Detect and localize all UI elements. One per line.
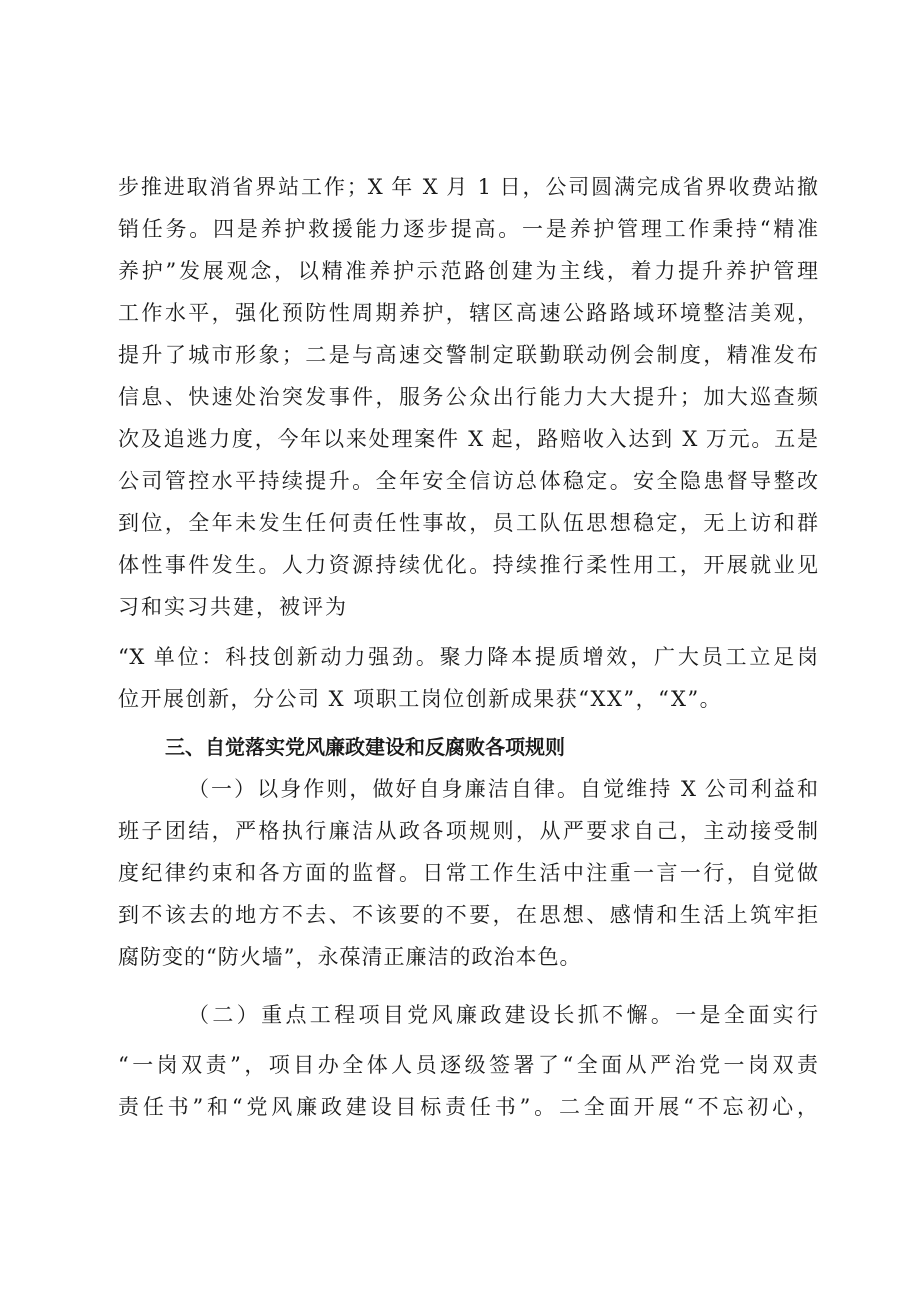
paragraph-line: 到不该去的地方不去、不该要的不要，在思想、感情和生活上筑牢拒 — [118, 903, 818, 927]
paragraph-line: 到位，全年未发生任何责任性事故，员工队伍思想稳定，无上访和群 — [118, 511, 818, 535]
paragraph-line: 次及追逃力度，今年以来处理案件 X 起，路赔收入达到 X 万元。五是 — [118, 427, 818, 451]
paragraph-line: 提升了城市形象；二是与高速交警制定联勤联动例会制度，精准发布 — [118, 343, 818, 367]
paragraph-line: 销任务。四是养护救援能力逐步提高。一是养护管理工作秉持“精准 — [118, 217, 818, 241]
paragraph-line: “X 单位：科技创新动力强劲。聚力降本提质增效，广大员工立足岗 — [118, 645, 818, 669]
paragraph-line: 腐防变的“防火墙”，永葆清正廉洁的政治本色。 — [118, 945, 582, 969]
section-heading: 三、自觉落实党风廉政建设和反腐败各项规则 — [165, 735, 565, 759]
paragraph-line: 步推进取消省界站工作；X 年 X 月 1 日，公司圆满完成省界收费站撤 — [118, 175, 818, 199]
paragraph-line: 习和实习共建，被评为 — [118, 595, 348, 619]
paragraph-line: 工作水平，强化预防性周期养护，辖区高速公路路域环境整洁美观， — [118, 301, 818, 325]
paragraph-line: 公司管控水平持续提升。全年安全信访总体稳定。安全隐患督导整改 — [118, 469, 818, 493]
paragraph-line: “一岗双责”，项目办全体人员逐级签署了“全面从严治党一岗双责 — [118, 1053, 818, 1077]
paragraph-line: 位开展创新，分公司 X 项职工岗位创新成果获“XX”，“X”。 — [118, 687, 723, 711]
paragraph-line: 体性事件发生。人力资源持续优化。持续推行柔性用工，开展就业见 — [118, 553, 818, 577]
paragraph-line: （一）以身作则，做好自身廉洁自律。自觉维持 X 公司利益和 — [188, 777, 818, 801]
paragraph-line: 信息、快速处治突发事件，服务公众出行能力大大提升；加大巡查频 — [118, 385, 818, 409]
paragraph-line: 养护”发展观念，以精准养护示范路创建为主线，着力提升养护管理 — [118, 259, 818, 283]
paragraph-line: 度纪律约束和各方面的监督。日常工作生活中注重一言一行，自觉做 — [118, 861, 818, 885]
paragraph-line: 班子团结，严格执行廉洁从政各项规则，从严要求自己，主动接受制 — [118, 819, 818, 843]
paragraph-line: （二）重点工程项目党风廉政建设长抓不懈。一是全面实行 — [188, 1003, 818, 1027]
paragraph-line: 责任书”和“党风廉政建设目标责任书”。二全面开展“不忘初心， — [118, 1095, 818, 1119]
